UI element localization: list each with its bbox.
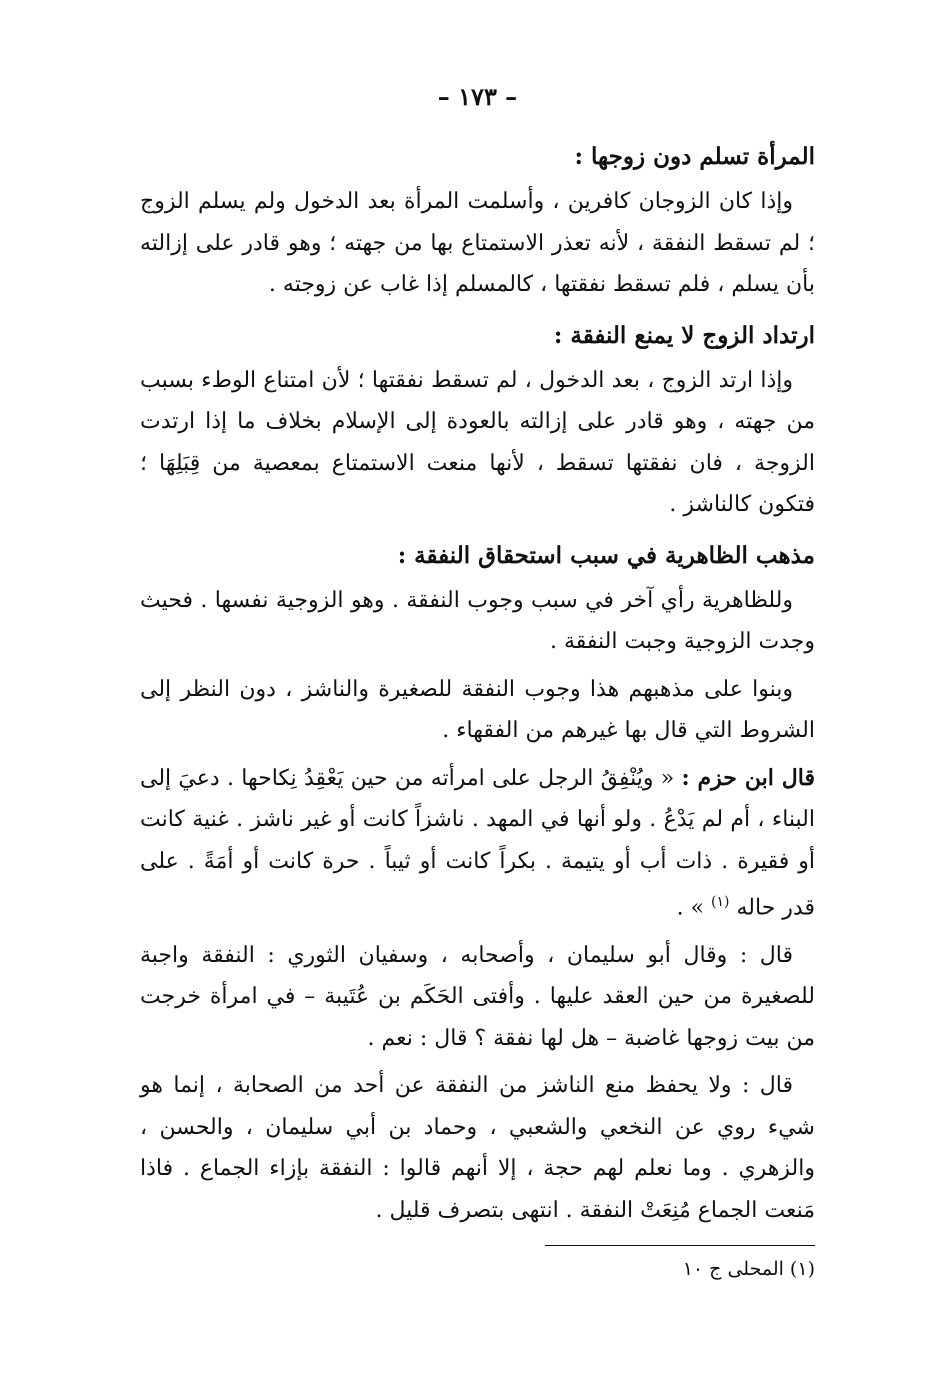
quote-closing: » . xyxy=(676,895,705,921)
section-heading-husband-apostasy: ارتداد الزوج لا يمنع النفقة : xyxy=(553,321,815,349)
footnote: (١) المحلى ج ١٠ xyxy=(682,1258,815,1281)
footnote-divider xyxy=(545,1245,815,1246)
paragraph: قال : وقال أبو سليمان ، وأصحابه ، وسفيان الثوري : النفقة واجبة للصغيرة من حين العقد عليها . وأفتى الحَكَم بن عُتَيبة – في امرأة خرجت من بيت زوجها غاضبة – هل لها نفقة ؟ قال : نعم . xyxy=(140,942,815,1051)
paragraph: وإذا ارتد الزوج ، بعد الدخول ، لم تسقط نفقتها ؛ لأن امتناع الوطء بسبب من جهته ، وهو قادر على إزالته بالعودة إلى الإسلام بخلاف ما إذا ارتدت الزوجة ، فان نفقتها تسقط ، لأنها منعت الاستمتاع بمعصية من قِبَلِهَا ؛ فتكون كالناشز . xyxy=(140,367,815,517)
paragraph: وإذا كان الزوجان كافرين ، وأسلمت المرأة بعد الدخول ولم يسلم الزوج ؛ لم تسقط النفقة ، لأنه تعذر الاستمتاع بها من جهته ؛ وهو قادر على إزالته بأن يسلم ، فلم تسقط نفقتها ، كالمسلم إذا غاب عن زوجته . xyxy=(140,189,815,297)
section-heading-woman-converts: المرأة تسلم دون زوجها : xyxy=(574,143,815,170)
quote-text: « ويُنْفِقُ الرجل على امرأته من حين يَعْقِدُ نِكاحها . دعيَ إلى البناء ، أم لم يَدْعُ . ولو أنها في المهد . ناشزاً كانت أو غير ناشز . غنية كانت أو فقيرة . ذات أب أو يتيمة . بكراً كانت أو ثيباً . حرة كانت أو أمَةً . على قدر حاله xyxy=(140,765,815,921)
quote-speaker: قال ابن حزم : xyxy=(681,764,815,791)
paragraph: قال : ولا يحفظ منع الناشز من النفقة عن أحد من الصحابة ، إنما هو شيء روي عن النخعي والشعبي ، وحماد بن أبي سليمان ، والحسن ، والزهري . وما نعلم لهم حجة ، إلا أنهم قالوا : النفقة بإزاء الجماع . فاذا مَنعت الجماع مُنِعَتْ النفقة . انتهى بتصرف قليل . xyxy=(140,1073,815,1223)
paragraph: وبنوا على مذهبهم هذا وجوب النفقة للصغيرة والناشز ، دون النظر إلى الشروط التي قال بها غيرهم من الفقهاء . xyxy=(140,676,815,743)
ibn-hazm-quote xyxy=(140,758,815,929)
section-heading-zahiri-doctrine: مذهب الظاهرية في سبب استحقاق النفقة : xyxy=(397,541,815,569)
footnote-reference[interactable]: (١) xyxy=(711,894,730,910)
page-number: – ١٧٣ – xyxy=(437,82,518,111)
paragraph: وللظاهرية رأي آخر في سبب وجوب النفقة . وهو الزوجية نفسها . فحيث وجدت الزوجية وجبت النفقة . xyxy=(140,587,815,654)
